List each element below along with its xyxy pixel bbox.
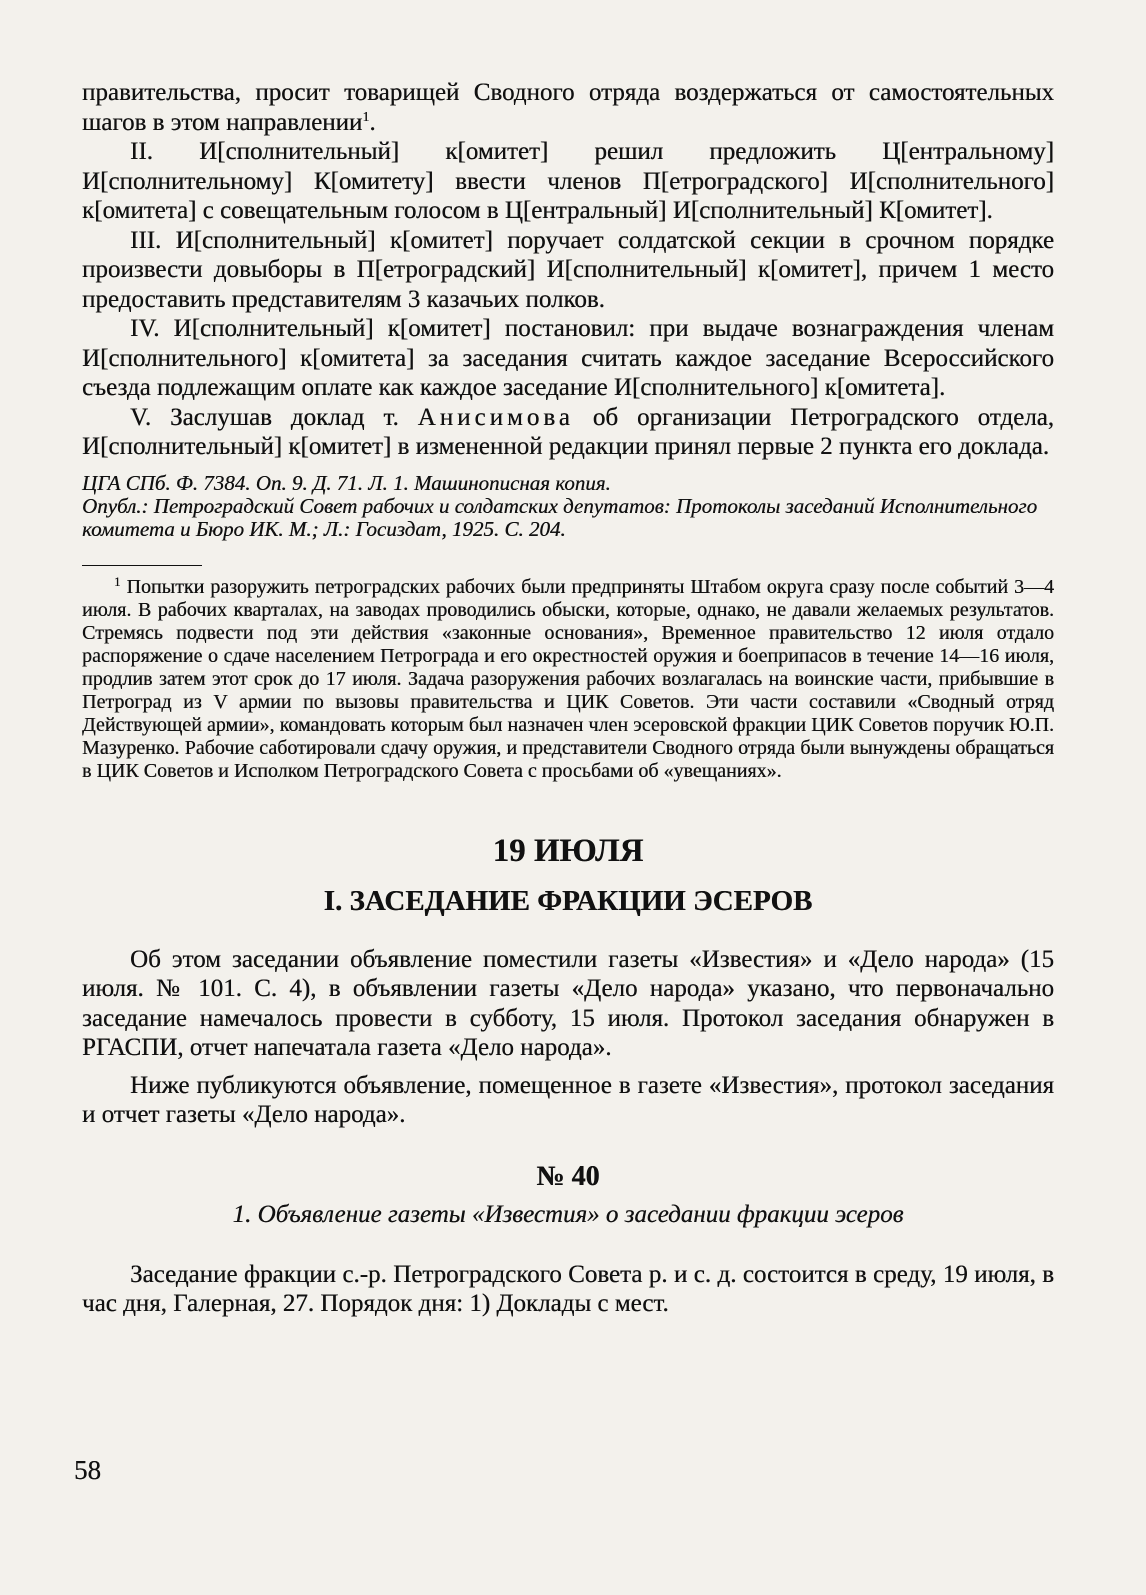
spaced-name: Анисимова: [417, 403, 574, 431]
paragraph-end: .: [369, 108, 376, 136]
footnote: [82, 573, 1055, 783]
protocol-text: [82, 78, 1054, 462]
date-heading: 19 ИЮЛЯ: [492, 832, 644, 869]
announcement: [82, 1260, 1054, 1319]
source-note: [82, 472, 1054, 541]
intro-paragraph: Ниже публикуются объявление, помещенное в газете «Известия», протокол заседания и отчет газеты «Дело народа».: [82, 1071, 1054, 1128]
footnote-divider: [82, 565, 202, 566]
paragraph-item-3: III. И[сполнительный] к[омитет] поручает солдатской секции в срочном порядке произвести довыборы в П[етроградский] И[сполнительный] к[омитет], причем 1 место предоставить представителям 3 казачьих полков.: [82, 226, 1054, 313]
paragraph-text: V. Заслушав доклад т.: [130, 403, 399, 431]
footnote-mark: 1: [114, 573, 121, 589]
paragraph-item-5: [82, 403, 1054, 462]
footnote-body: Попытки разоружить петроградских рабочих были предприняты Штабом округа сразу после событий 3—4 июля. В рабочих кварталах, на заводах проводились обыски, которые, однако, не давали желаемых результатов. Стремясь подвести под эти действия «законные основания», Временное правительство 12 июля отдало распоряжение о сдаче населением Петрограда и его окрестностей оружия и боеприпасов в течение 14—16 июля, продлив затем этот срок до 17 июля. Задача разоружения рабочих возлагалась на воинские части, прибывшие в Петроград из V армии по вызовы правительства и ЦИК Советов. Эти части составили «Сводный отряд Действующей армии», командовать которым был назначен член эсеровской фракции ЦИК Советов поручик Ю.П. Мазуренко. Рабочие саботировали сдачу оружия, и представители Сводного отряда были вынуждены обращаться в ЦИК Советов и Исполком Петроградского Совета с просьбами об «увещаниях».: [82, 575, 1055, 782]
paragraph-text: об организации Петроградского отдела, И[сполнительный] к[омитет] в измененной редакции принял первые 2 пункта его доклада.: [82, 403, 1055, 460]
document-title: 1. Объявление газеты «Известия» о заседании фракции эсеров: [232, 1200, 904, 1228]
paragraph-continuation: [82, 78, 1054, 137]
section-heading: I. ЗАСЕДАНИЕ ФРАКЦИИ ЭСЕРОВ: [323, 884, 813, 917]
document-number: № 40: [536, 1160, 600, 1192]
intro-paragraph: Об этом заседании объявление поместили газеты «Известия» и «Дело народа» (15 июля. № 101. С. 4), в объявлении газеты «Дело народа» указано, что первоначально заседание намечалось провести в субботу, 15 июля. Протокол заседания обнаружен в РГАСПИ, отчет напечатала газета «Дело народа».: [82, 945, 1054, 1061]
page-number: 58: [74, 1455, 101, 1485]
section-intro: [82, 945, 1054, 1130]
paragraph-item-2: II. И[сполнительный] к[омитет] решил предложить Ц[ентральному] И[сполнительному] К[омитету] ввести членов П[етроградского] И[сполнительного] к[омитета] с совещательным голосом в Ц[ентральный] И[сполнительный] К[омитет].: [82, 138, 1054, 224]
archive-reference: ЦГА СПб. Ф. 7384. Оп. 9. Д. 71. Л. 1. Машинописная копия.: [82, 470, 611, 495]
paragraph-text: правительства, просит товарищей Сводного отряда воздержаться от самостоятельных шагов в этом направлении: [82, 79, 1054, 136]
paragraph-item-4: IV. И[сполнительный] к[омитет] постановил: при выдаче вознаграждения членам И[сполнительного] к[омитета] за заседания считать каждое заседание Всероссийского съезда подлежащим оплате как каждое заседание И[сполнительного] к[омитета].: [82, 315, 1054, 401]
publication-reference: Опубл.: Петроградский Совет рабочих и солдатских депутатов: Протоколы заседаний Исполнительного комитета и Бюро ИК. М.; Л.: Госиздат, 1925. С. 204.: [82, 493, 1038, 541]
footnote-reference[interactable]: 1: [362, 109, 370, 125]
announcement-text: Заседание фракции с.-р. Петроградского Совета р. и с. д. состоится в среду, 19 июля, в час дня, Галерная, 27. Порядок дня: 1) Доклады с мест.: [82, 1260, 1054, 1317]
footnote-text: [82, 573, 1055, 783]
